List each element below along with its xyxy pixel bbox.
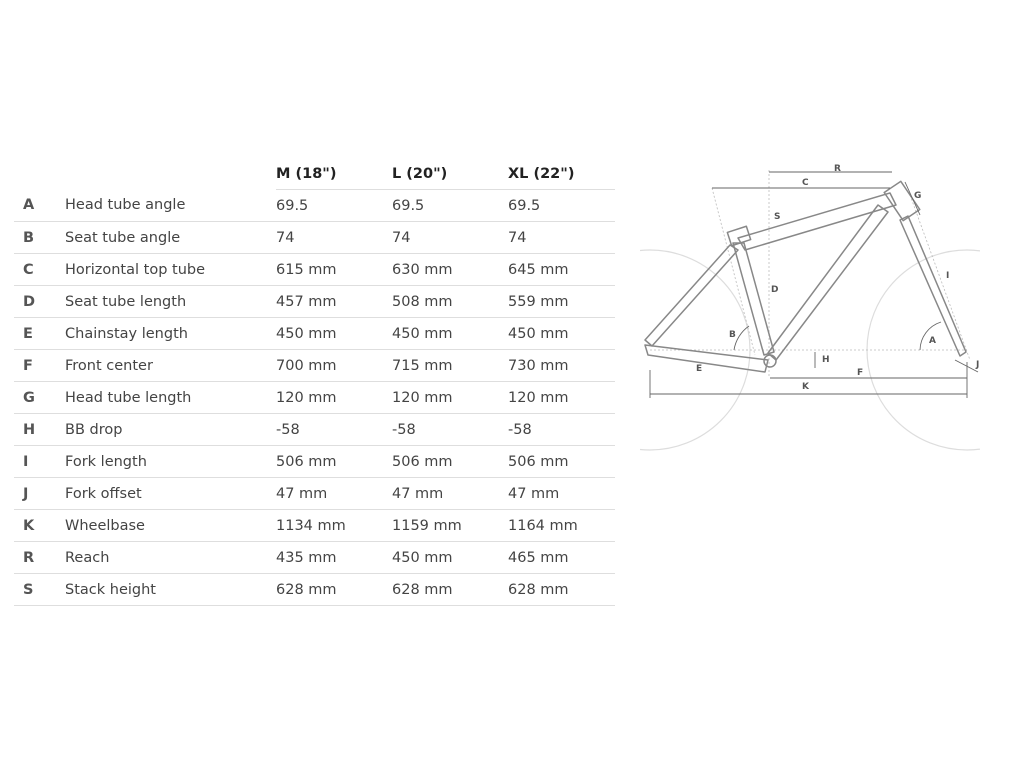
- seat-tube: [733, 243, 774, 355]
- row-name: Seat tube angle: [65, 222, 276, 254]
- row-value-m: 1134 mm: [276, 510, 392, 542]
- header-letter: [14, 158, 65, 190]
- table-row: [14, 542, 615, 574]
- fork: [900, 216, 966, 356]
- label-b: B: [729, 330, 736, 340]
- row-letter: D: [14, 286, 65, 318]
- table-header-row: [14, 158, 615, 190]
- row-value-l: 69.5: [392, 190, 508, 222]
- row-letter: C: [14, 254, 65, 286]
- row-value-l: 74: [392, 222, 508, 254]
- table-row: [14, 574, 615, 606]
- row-name: Reach: [65, 542, 276, 574]
- label-g: G: [914, 191, 922, 201]
- row-name: Stack height: [65, 574, 276, 606]
- row-value-m: 450 mm: [276, 318, 392, 350]
- table-row: [14, 254, 615, 286]
- bottom-bracket: [764, 355, 776, 367]
- guide-lines: [650, 170, 970, 378]
- row-name: Chainstay length: [65, 318, 276, 350]
- row-letter: H: [14, 414, 65, 446]
- label-c: C: [802, 178, 809, 188]
- label-d: D: [771, 285, 779, 295]
- seat-stay: [645, 245, 738, 346]
- row-value-l: 506 mm: [392, 446, 508, 478]
- table-row: [14, 286, 615, 318]
- row-letter: F: [14, 350, 65, 382]
- row-value-m: 700 mm: [276, 350, 392, 382]
- row-value-xl: 730 mm: [508, 350, 615, 382]
- row-value-xl: 450 mm: [508, 318, 615, 350]
- row-name: Fork offset: [65, 478, 276, 510]
- row-value-m: 69.5: [276, 190, 392, 222]
- row-letter: K: [14, 510, 65, 542]
- row-letter: E: [14, 318, 65, 350]
- row-value-xl: 120 mm: [508, 382, 615, 414]
- row-value-m: 435 mm: [276, 542, 392, 574]
- row-value-xl: 47 mm: [508, 478, 615, 510]
- row-name: BB drop: [65, 414, 276, 446]
- table-row: [14, 510, 615, 542]
- row-value-l: 628 mm: [392, 574, 508, 606]
- row-value-l: 508 mm: [392, 286, 508, 318]
- row-name: Fork length: [65, 446, 276, 478]
- row-value-xl: 69.5: [508, 190, 615, 222]
- label-f: F: [857, 368, 864, 378]
- header-name: [65, 158, 276, 190]
- row-name: Front center: [65, 350, 276, 382]
- row-name: Seat tube length: [65, 286, 276, 318]
- row-value-l: 715 mm: [392, 350, 508, 382]
- row-name: Horizontal top tube: [65, 254, 276, 286]
- table-row: [14, 446, 615, 478]
- row-value-m: 120 mm: [276, 382, 392, 414]
- label-s: S: [774, 212, 781, 222]
- row-name: Head tube angle: [65, 190, 276, 222]
- row-value-l: 630 mm: [392, 254, 508, 286]
- top-tube: [738, 193, 896, 250]
- row-value-xl: 1164 mm: [508, 510, 615, 542]
- row-value-l: 47 mm: [392, 478, 508, 510]
- row-value-l: 1159 mm: [392, 510, 508, 542]
- head-tube: [884, 181, 920, 220]
- row-letter: R: [14, 542, 65, 574]
- table-row: [14, 222, 615, 254]
- row-letter: I: [14, 446, 65, 478]
- row-value-m: 506 mm: [276, 446, 392, 478]
- table-row: [14, 478, 615, 510]
- row-value-xl: 465 mm: [508, 542, 615, 574]
- row-value-xl: 74: [508, 222, 615, 254]
- geometry-table: [14, 158, 615, 606]
- row-value-xl: 645 mm: [508, 254, 615, 286]
- row-letter: G: [14, 382, 65, 414]
- row-name: Wheelbase: [65, 510, 276, 542]
- row-value-m: 615 mm: [276, 254, 392, 286]
- header-size-m: M (18"): [276, 158, 392, 190]
- row-value-l: 450 mm: [392, 318, 508, 350]
- row-value-xl: 559 mm: [508, 286, 615, 318]
- row-value-l: 120 mm: [392, 382, 508, 414]
- row-name: Head tube length: [65, 382, 276, 414]
- header-size-l: L (20"): [392, 158, 508, 190]
- table-row: [14, 318, 615, 350]
- row-letter: B: [14, 222, 65, 254]
- down-tube: [768, 205, 888, 360]
- label-i: I: [946, 271, 950, 281]
- label-j: J: [976, 360, 980, 370]
- row-value-m: 457 mm: [276, 286, 392, 318]
- table-row: [14, 190, 615, 222]
- row-value-l: -58: [392, 414, 508, 446]
- row-value-xl: -58: [508, 414, 615, 446]
- row-value-m: 628 mm: [276, 574, 392, 606]
- row-value-m: 74: [276, 222, 392, 254]
- table-row: [14, 350, 615, 382]
- bike-geometry-diagram: [640, 150, 980, 460]
- row-letter: S: [14, 574, 65, 606]
- row-value-xl: 506 mm: [508, 446, 615, 478]
- header-size-xl: XL (22"): [508, 158, 615, 190]
- row-letter: J: [14, 478, 65, 510]
- label-r: R: [834, 164, 841, 174]
- label-a: A: [929, 336, 936, 346]
- table-row: [14, 382, 615, 414]
- label-h: H: [822, 355, 830, 365]
- row-value-m: 47 mm: [276, 478, 392, 510]
- label-k: K: [802, 382, 809, 392]
- label-e: E: [696, 364, 703, 374]
- row-value-m: -58: [276, 414, 392, 446]
- row-value-l: 450 mm: [392, 542, 508, 574]
- table-row: [14, 414, 615, 446]
- row-letter: A: [14, 190, 65, 222]
- row-value-xl: 628 mm: [508, 574, 615, 606]
